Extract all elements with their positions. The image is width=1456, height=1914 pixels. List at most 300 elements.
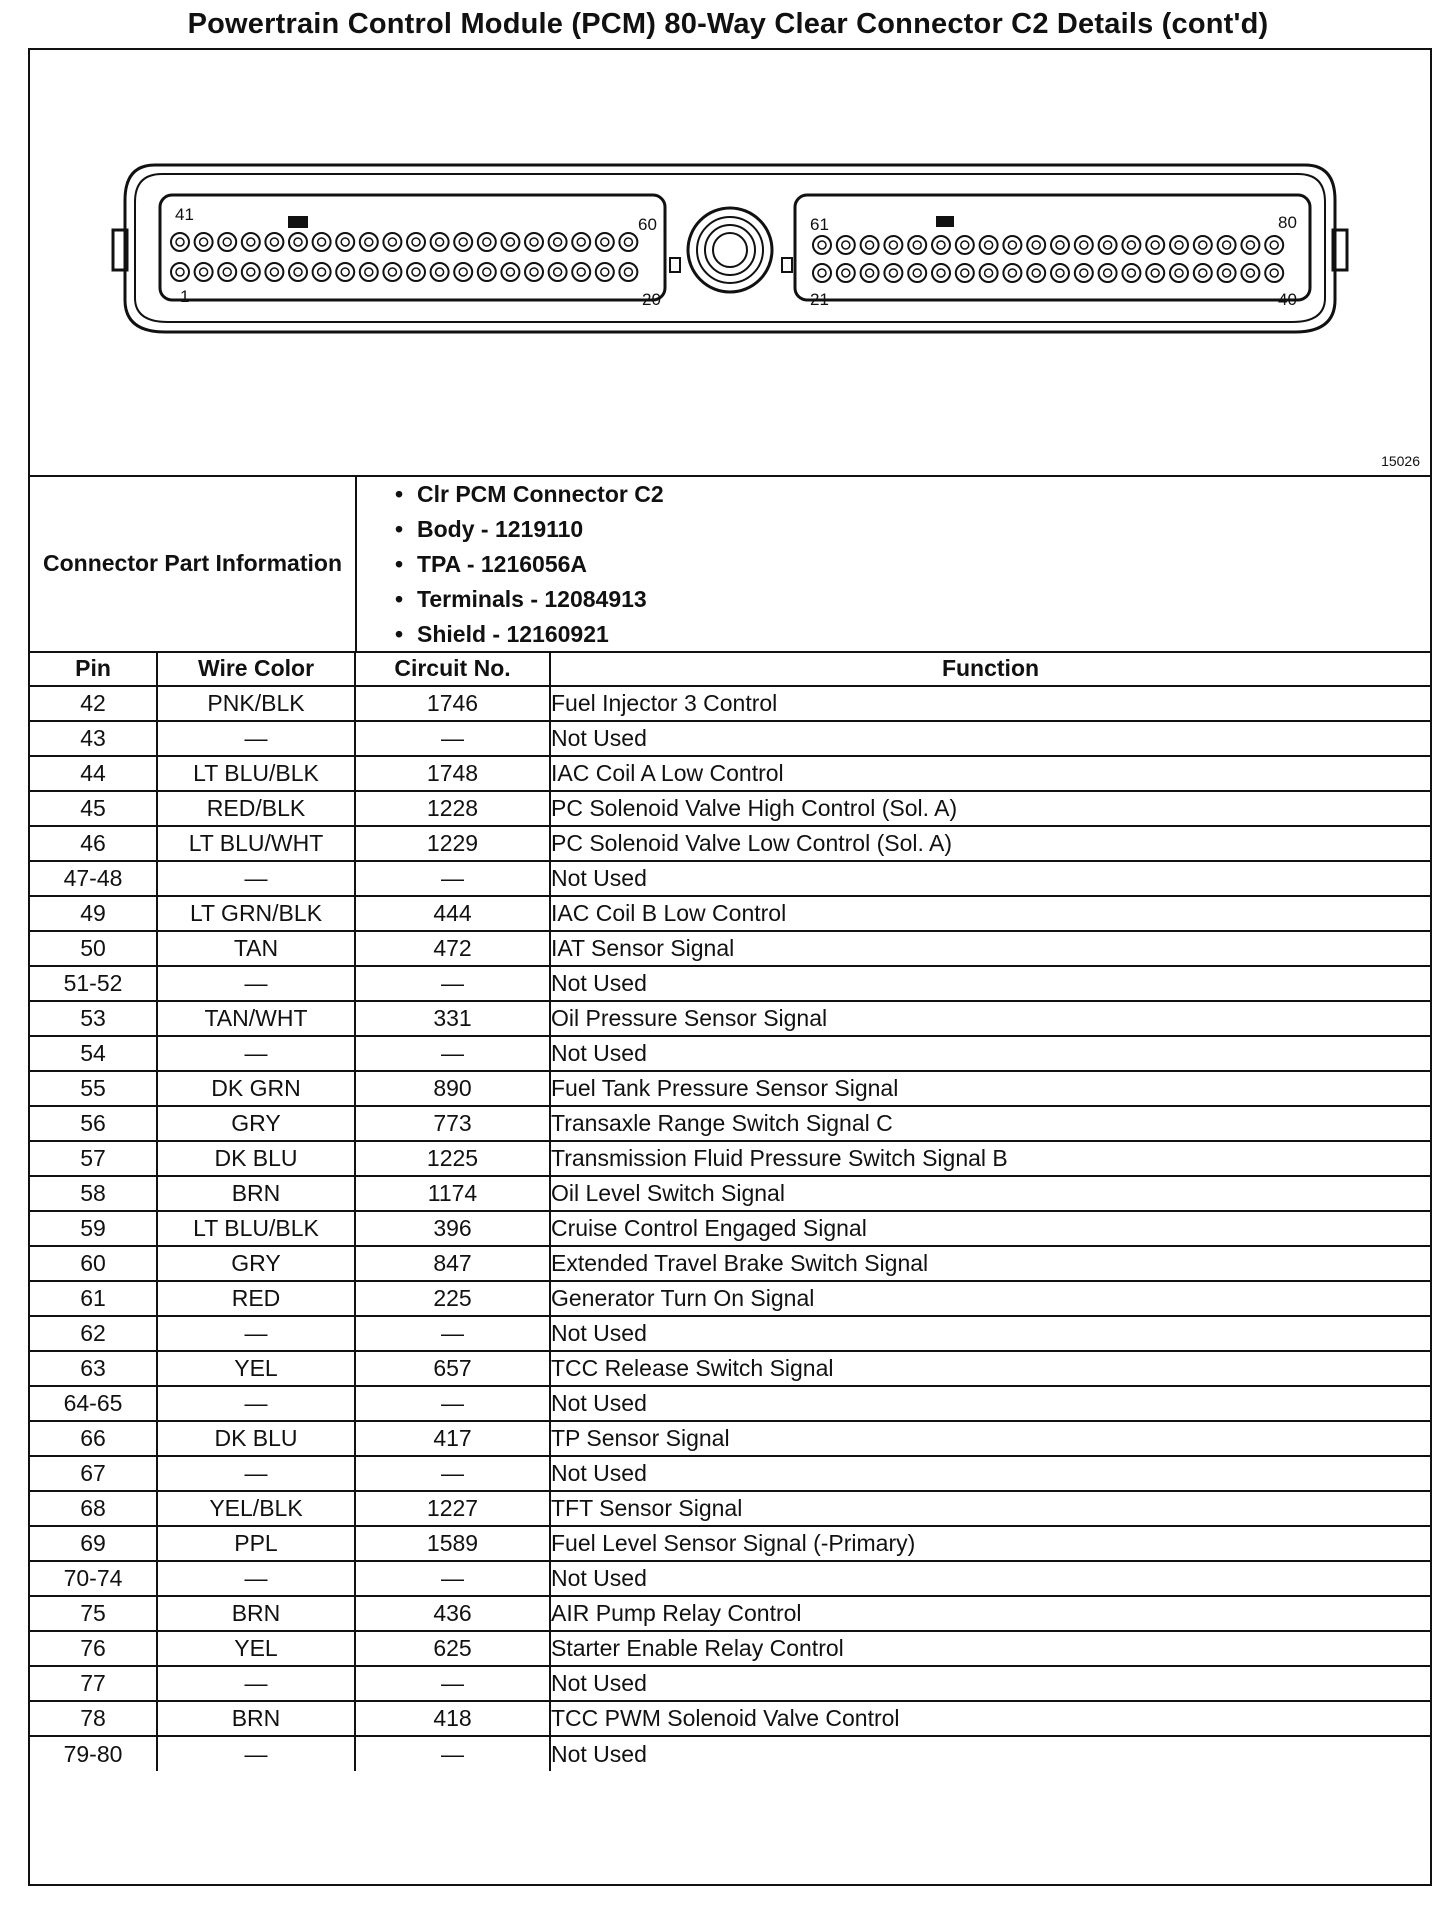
function-cell: Not Used xyxy=(550,1456,1430,1491)
pin-cell: 49 xyxy=(30,896,157,931)
pin-hole-center xyxy=(436,268,444,276)
function-cell: Not Used xyxy=(550,1316,1430,1351)
pin-hole xyxy=(407,263,425,281)
wire-color-cell: YEL xyxy=(157,1351,355,1386)
pin-hole-center xyxy=(1008,241,1016,249)
wire-color-cell: TAN xyxy=(157,931,355,966)
pin-hole xyxy=(454,233,472,251)
pin-cell: 43 xyxy=(30,721,157,756)
table-row xyxy=(30,721,1430,756)
pin-hole-center xyxy=(601,238,609,246)
table-row xyxy=(30,1386,1430,1421)
pin-cell: 51-52 xyxy=(30,966,157,1001)
function-cell: Extended Travel Brake Switch Signal xyxy=(550,1246,1430,1281)
pin-hole-center xyxy=(412,268,420,276)
wire-color-cell: — xyxy=(157,1316,355,1351)
pin-hole xyxy=(619,263,637,281)
part-item: • Shield - 12160921 xyxy=(395,617,664,652)
pin-hole xyxy=(884,236,902,254)
pin-hole xyxy=(813,236,831,254)
part-item: • Clr PCM Connector C2 xyxy=(395,477,664,512)
pin-hole xyxy=(1218,236,1236,254)
pin-hole xyxy=(932,264,950,282)
pin-hole-center xyxy=(483,238,491,246)
pin-hole xyxy=(454,263,472,281)
pin-hole xyxy=(1170,264,1188,282)
function-cell: Transmission Fluid Pressure Switch Signal B xyxy=(550,1141,1430,1176)
pin-hole-center xyxy=(1199,241,1207,249)
pin-hole-center xyxy=(176,238,184,246)
pin-hole xyxy=(1146,236,1164,254)
pin-cell: 79-80 xyxy=(30,1736,157,1771)
circuit-no-cell: 417 xyxy=(355,1421,550,1456)
wire-color-cell: BRN xyxy=(157,1701,355,1736)
pin-cell: 47-48 xyxy=(30,861,157,896)
connector-sheet xyxy=(28,48,1432,1886)
pin-hole xyxy=(525,263,543,281)
table-header-row xyxy=(30,651,1430,686)
pin-label-61: 61 xyxy=(810,215,829,234)
right-guide-slot xyxy=(782,258,792,272)
circuit-no-cell: 1589 xyxy=(355,1526,550,1561)
circuit-no-cell: — xyxy=(355,966,550,1001)
pin-cell: 50 xyxy=(30,931,157,966)
pin-hole xyxy=(1075,236,1093,254)
pin-hole-center xyxy=(1151,269,1159,277)
pin-label-60: 60 xyxy=(638,215,657,234)
pin-hole xyxy=(1027,236,1045,254)
pin-hole xyxy=(407,233,425,251)
pin-hole xyxy=(218,233,236,251)
pin-hole-center xyxy=(483,268,491,276)
pin-hole-center xyxy=(961,241,969,249)
pin-hole xyxy=(313,263,331,281)
circuit-no-cell: 331 xyxy=(355,1001,550,1036)
pin-hole xyxy=(1194,264,1212,282)
pin-hole-center xyxy=(842,241,850,249)
wire-color-cell: GRY xyxy=(157,1106,355,1141)
pin-label-41: 41 xyxy=(175,205,194,224)
pin-cell: 58 xyxy=(30,1176,157,1211)
wire-color-cell: — xyxy=(157,1036,355,1071)
function-cell: Generator Turn On Signal xyxy=(550,1281,1430,1316)
table-row xyxy=(30,686,1430,721)
pin-cell: 56 xyxy=(30,1106,157,1141)
wire-color-cell: YEL xyxy=(157,1631,355,1666)
circuit-no-cell: 472 xyxy=(355,931,550,966)
part-item: • Terminals - 12084913 xyxy=(395,582,664,617)
table-row xyxy=(30,1666,1430,1701)
connector-part-information xyxy=(30,475,1430,653)
pin-hole-center xyxy=(842,269,850,277)
pin-hole-center xyxy=(365,268,373,276)
pin-hole xyxy=(313,233,331,251)
table-row xyxy=(30,1211,1430,1246)
pin-hole-center xyxy=(937,269,945,277)
pin-hole xyxy=(1027,264,1045,282)
pin-hole-center xyxy=(624,268,632,276)
center-bolt-ring-1 xyxy=(697,217,763,283)
pin-cell: 46 xyxy=(30,826,157,861)
pin-hole-center xyxy=(554,268,562,276)
pin-hole-center xyxy=(1080,269,1088,277)
center-bolt-ring-3 xyxy=(713,233,747,267)
pin-cell: 59 xyxy=(30,1211,157,1246)
pin-cell: 53 xyxy=(30,1001,157,1036)
pin-cell: 70-74 xyxy=(30,1561,157,1596)
pin-hole xyxy=(336,233,354,251)
wire-color-cell: BRN xyxy=(157,1596,355,1631)
wire-color-cell: — xyxy=(157,1666,355,1701)
pin-hole xyxy=(195,263,213,281)
pin-hole xyxy=(1051,236,1069,254)
table-row xyxy=(30,1526,1430,1561)
pin-hole xyxy=(572,263,590,281)
center-bolt-outer xyxy=(688,208,772,292)
table-row xyxy=(30,1351,1430,1386)
circuit-no-cell: — xyxy=(355,1036,550,1071)
pin-hole xyxy=(837,236,855,254)
function-cell: Fuel Level Sensor Signal (-Primary) xyxy=(550,1526,1430,1561)
circuit-no-cell: 225 xyxy=(355,1281,550,1316)
pin-cell: 63 xyxy=(30,1351,157,1386)
table-row xyxy=(30,1106,1430,1141)
pin-hole-center xyxy=(1223,269,1231,277)
pin-label-21: 21 xyxy=(810,290,829,309)
table-row xyxy=(30,1561,1430,1596)
pin-cell: 54 xyxy=(30,1036,157,1071)
pin-cell: 77 xyxy=(30,1666,157,1701)
pin-hole xyxy=(289,233,307,251)
function-cell: TCC Release Switch Signal xyxy=(550,1351,1430,1386)
pin-hole xyxy=(360,233,378,251)
pin-label-20: 20 xyxy=(642,290,661,309)
pin-hole xyxy=(1170,236,1188,254)
pin-hole-center xyxy=(530,268,538,276)
table-row xyxy=(30,791,1430,826)
pin-hole xyxy=(265,263,283,281)
pin-hole xyxy=(1122,236,1140,254)
pin-hole xyxy=(478,233,496,251)
circuit-no-cell: 444 xyxy=(355,896,550,931)
pin-hole xyxy=(1218,264,1236,282)
wire-color-cell: DK GRN xyxy=(157,1071,355,1106)
wire-color-cell: — xyxy=(157,1456,355,1491)
pin-hole-center xyxy=(388,238,396,246)
pin-hole-center xyxy=(913,269,921,277)
pin-hole-center xyxy=(1223,241,1231,249)
function-cell: PC Solenoid Valve High Control (Sol. A) xyxy=(550,791,1430,826)
pin-hole xyxy=(242,233,260,251)
circuit-no-cell: 657 xyxy=(355,1351,550,1386)
pin-hole-center xyxy=(913,241,921,249)
pin-hole xyxy=(525,233,543,251)
pin-hole xyxy=(1241,236,1259,254)
table-row xyxy=(30,1491,1430,1526)
function-cell: IAC Coil A Low Control xyxy=(550,756,1430,791)
pin-hole-center xyxy=(1151,241,1159,249)
pin-hole-center xyxy=(318,238,326,246)
pin-hole-center xyxy=(985,241,993,249)
pin-hole xyxy=(596,233,614,251)
pin-hole-center xyxy=(341,268,349,276)
pin-label-40: 40 xyxy=(1278,290,1297,309)
wire-color-cell: — xyxy=(157,1561,355,1596)
pin-hole-center xyxy=(459,268,467,276)
table-row xyxy=(30,1036,1430,1071)
pin-hole xyxy=(383,263,401,281)
pin-cell: 44 xyxy=(30,756,157,791)
pin-hole-center xyxy=(889,241,897,249)
pin-hole xyxy=(1051,264,1069,282)
circuit-no-cell: 1746 xyxy=(355,686,550,721)
table-row xyxy=(30,1316,1430,1351)
circuit-no-cell: — xyxy=(355,1666,550,1701)
circuit-no-cell: — xyxy=(355,1736,550,1771)
pin-hole xyxy=(242,263,260,281)
function-cell: TP Sensor Signal xyxy=(550,1421,1430,1456)
table-row xyxy=(30,1001,1430,1036)
wire-color-cell: RED/BLK xyxy=(157,791,355,826)
function-cell: Not Used xyxy=(550,1666,1430,1701)
function-cell: Cruise Control Engaged Signal xyxy=(550,1211,1430,1246)
table-row xyxy=(30,931,1430,966)
pin-hole-center xyxy=(1032,269,1040,277)
circuit-no-cell: 625 xyxy=(355,1631,550,1666)
circuit-no-cell: 1225 xyxy=(355,1141,550,1176)
pin-hole xyxy=(549,263,567,281)
pin-hole-center xyxy=(247,238,255,246)
pin-cell: 66 xyxy=(30,1421,157,1456)
pin-hole-center xyxy=(223,268,231,276)
table-row xyxy=(30,1071,1430,1106)
function-cell: AIR Pump Relay Control xyxy=(550,1596,1430,1631)
table-row xyxy=(30,1246,1430,1281)
circuit-no-cell: 418 xyxy=(355,1701,550,1736)
pin-hole xyxy=(572,233,590,251)
pin-hole xyxy=(171,263,189,281)
pin-hole xyxy=(1099,236,1117,254)
pin-hole-center xyxy=(270,238,278,246)
circuit-no-cell: 1227 xyxy=(355,1491,550,1526)
pin-hole-center xyxy=(506,268,514,276)
pin-hole-center xyxy=(1104,269,1112,277)
function-cell: Not Used xyxy=(550,861,1430,896)
table-row xyxy=(30,1596,1430,1631)
wire-color-cell: LT BLU/WHT xyxy=(157,826,355,861)
pin-hole-center xyxy=(1270,269,1278,277)
pin-hole-center xyxy=(601,268,609,276)
pin-hole xyxy=(813,264,831,282)
pin-hole-center xyxy=(200,268,208,276)
pin-hole xyxy=(932,236,950,254)
pin-hole-center xyxy=(1008,269,1016,277)
pin-hole xyxy=(265,233,283,251)
pin-hole xyxy=(908,236,926,254)
pin-hole-center xyxy=(818,241,826,249)
pin-hole xyxy=(956,236,974,254)
pin-cell: 78 xyxy=(30,1701,157,1736)
table-row xyxy=(30,826,1430,861)
pin-hole xyxy=(837,264,855,282)
pin-hole xyxy=(289,263,307,281)
function-cell: Transaxle Range Switch Signal C xyxy=(550,1106,1430,1141)
connector-diagram xyxy=(30,50,1430,475)
pin-hole-center xyxy=(270,268,278,276)
pin-hole xyxy=(218,263,236,281)
pin-hole xyxy=(596,263,614,281)
pin-hole-center xyxy=(1056,241,1064,249)
left-key-tab xyxy=(288,216,308,228)
circuit-no-cell: — xyxy=(355,1561,550,1596)
pin-hole-center xyxy=(937,241,945,249)
pin-hole xyxy=(478,263,496,281)
pin-hole-center xyxy=(1270,241,1278,249)
wire-color-cell: — xyxy=(157,861,355,896)
pin-hole xyxy=(1265,236,1283,254)
pin-hole-center xyxy=(223,238,231,246)
pin-cell: 67 xyxy=(30,1456,157,1491)
circuit-no-cell: 436 xyxy=(355,1596,550,1631)
pin-hole-center xyxy=(577,268,585,276)
part-item: • Body - 1219110 xyxy=(395,512,664,547)
wire-color-cell: LT BLU/BLK xyxy=(157,756,355,791)
table-row xyxy=(30,1631,1430,1666)
circuit-no-cell: — xyxy=(355,1456,550,1491)
pin-hole-center xyxy=(1175,241,1183,249)
pin-hole-center xyxy=(577,238,585,246)
pin-hole-center xyxy=(1246,241,1254,249)
pin-hole xyxy=(195,233,213,251)
pin-hole xyxy=(501,233,519,251)
pin-cell: 64-65 xyxy=(30,1386,157,1421)
pin-hole xyxy=(884,264,902,282)
pin-hole-center xyxy=(318,268,326,276)
pin-hole xyxy=(980,264,998,282)
pin-hole-center xyxy=(624,238,632,246)
circuit-no-cell: 396 xyxy=(355,1211,550,1246)
pin-cell: 55 xyxy=(30,1071,157,1106)
table-row xyxy=(30,861,1430,896)
pin-cell: 42 xyxy=(30,686,157,721)
function-cell: PC Solenoid Valve Low Control (Sol. A) xyxy=(550,826,1430,861)
table-row xyxy=(30,966,1430,1001)
header-function: Function xyxy=(550,651,1430,686)
circuit-no-cell: — xyxy=(355,1386,550,1421)
pin-hole-center xyxy=(1199,269,1207,277)
pin-hole xyxy=(956,264,974,282)
wire-color-cell: — xyxy=(157,966,355,1001)
header-pin: Pin xyxy=(30,651,157,686)
pin-cell: 45 xyxy=(30,791,157,826)
pin-hole-center xyxy=(412,238,420,246)
wire-color-cell: LT BLU/BLK xyxy=(157,1211,355,1246)
function-cell: Fuel Injector 3 Control xyxy=(550,686,1430,721)
pin-hole-center xyxy=(1127,241,1135,249)
table-row xyxy=(30,896,1430,931)
pin-hole-center xyxy=(459,238,467,246)
table-row xyxy=(30,1701,1430,1736)
wire-color-cell: — xyxy=(157,1386,355,1421)
function-cell: TCC PWM Solenoid Valve Control xyxy=(550,1701,1430,1736)
pin-hole-center xyxy=(200,238,208,246)
function-cell: Fuel Tank Pressure Sensor Signal xyxy=(550,1071,1430,1106)
circuit-no-cell: 1748 xyxy=(355,756,550,791)
pin-hole-center xyxy=(1246,269,1254,277)
pin-hole xyxy=(1099,264,1117,282)
pin-hole xyxy=(861,264,879,282)
pin-hole-center xyxy=(554,238,562,246)
pin-cell: 75 xyxy=(30,1596,157,1631)
circuit-no-cell: 1229 xyxy=(355,826,550,861)
circuit-no-cell: 1174 xyxy=(355,1176,550,1211)
pin-hole xyxy=(1003,236,1021,254)
function-cell: TFT Sensor Signal xyxy=(550,1491,1430,1526)
part-item: • TPA - 1216056A xyxy=(395,547,664,582)
function-cell: Not Used xyxy=(550,1386,1430,1421)
pin-hole xyxy=(1265,264,1283,282)
pin-hole-center xyxy=(1104,241,1112,249)
pin-label-1: 1 xyxy=(180,287,190,306)
function-cell: Not Used xyxy=(550,1736,1430,1771)
connector-part-list xyxy=(395,477,664,652)
wire-color-cell: RED xyxy=(157,1281,355,1316)
pin-hole-center xyxy=(818,269,826,277)
pin-table xyxy=(30,651,1430,1771)
wire-color-cell: — xyxy=(157,721,355,756)
pin-hole xyxy=(1075,264,1093,282)
function-cell: IAC Coil B Low Control xyxy=(550,896,1430,931)
circuit-no-cell: 890 xyxy=(355,1071,550,1106)
pin-hole-center xyxy=(1175,269,1183,277)
pin-hole xyxy=(501,263,519,281)
pin-hole-center xyxy=(341,238,349,246)
wire-color-cell: GRY xyxy=(157,1246,355,1281)
pin-hole-center xyxy=(1056,269,1064,277)
pin-hole-center xyxy=(436,238,444,246)
wire-color-cell: DK BLU xyxy=(157,1421,355,1456)
circuit-no-cell: — xyxy=(355,721,550,756)
circuit-no-cell: 847 xyxy=(355,1246,550,1281)
pin-hole xyxy=(1241,264,1259,282)
pin-hole xyxy=(1194,236,1212,254)
wire-color-cell: LT GRN/BLK xyxy=(157,896,355,931)
right-key-tab xyxy=(936,216,954,227)
table-row xyxy=(30,1141,1430,1176)
header-circuit-no: Circuit No. xyxy=(355,651,550,686)
table-row xyxy=(30,1456,1430,1491)
connector-figure xyxy=(30,50,1430,477)
table-row xyxy=(30,756,1430,791)
page-title: Powertrain Control Module (PCM) 80-Way Clear Connector C2 Details (cont'd) xyxy=(187,8,1269,40)
function-cell: Not Used xyxy=(550,721,1430,756)
function-cell: Oil Pressure Sensor Signal xyxy=(550,1001,1430,1036)
pin-table-body xyxy=(30,686,1430,1771)
pin-hole-center xyxy=(866,241,874,249)
pin-hole xyxy=(336,263,354,281)
wire-color-cell: — xyxy=(157,1736,355,1771)
pin-hole xyxy=(619,233,637,251)
pin-hole-center xyxy=(365,238,373,246)
circuit-no-cell: — xyxy=(355,861,550,896)
pin-hole xyxy=(1003,264,1021,282)
connector-part-information-label: Connector Part Information xyxy=(30,475,357,651)
pin-hole-center xyxy=(247,268,255,276)
wire-color-cell: PNK/BLK xyxy=(157,686,355,721)
pin-cell: 76 xyxy=(30,1631,157,1666)
table-row xyxy=(30,1736,1430,1771)
header-wire-color: Wire Color xyxy=(157,651,355,686)
